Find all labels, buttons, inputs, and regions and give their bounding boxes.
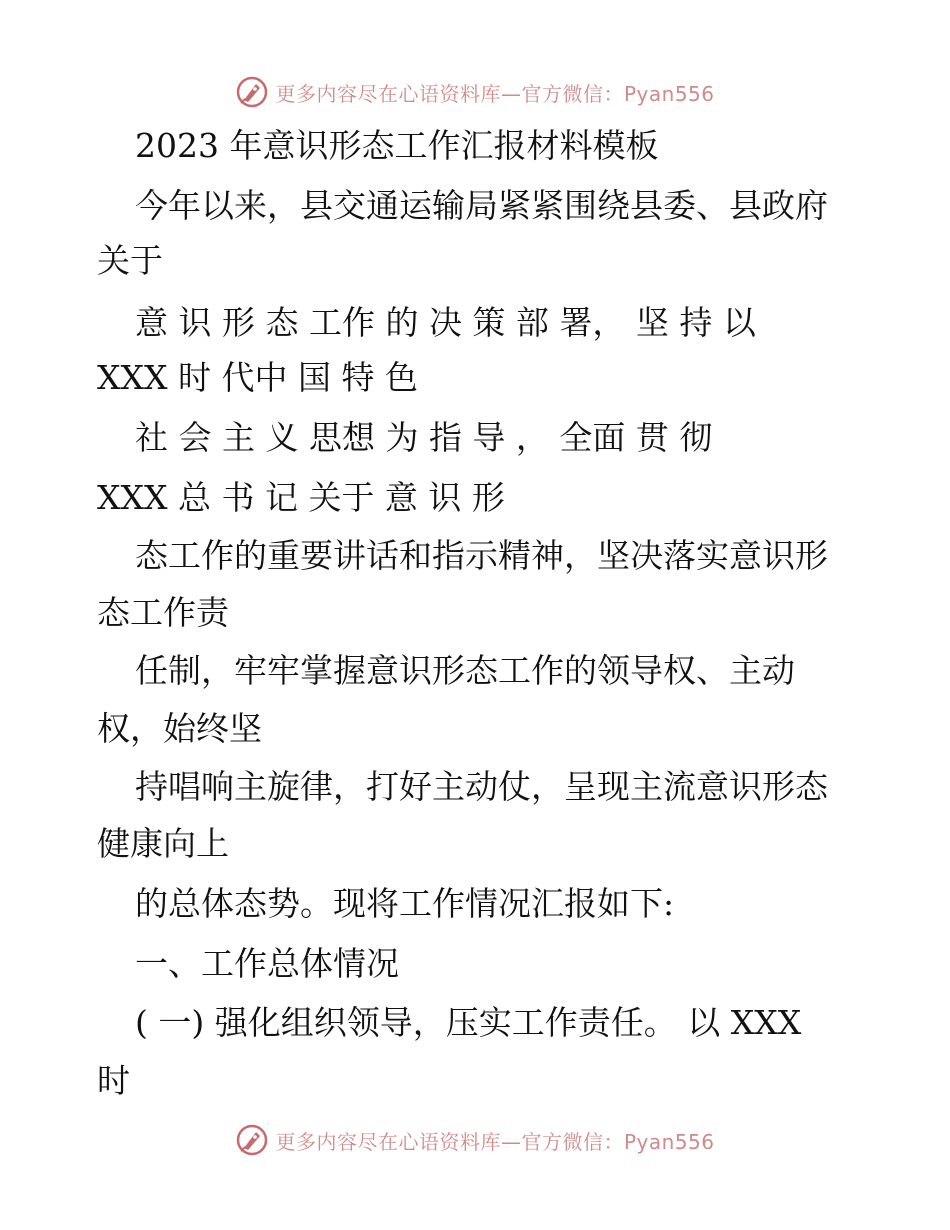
paragraph-line: 持唱响主旋律，打好主动仗，呈现主流意识形态 xyxy=(135,767,828,806)
paragraph-line: 健康向上 xyxy=(97,824,229,863)
paragraph-line: 态工作的重要讲话和指示精神，坚决落实意识形 xyxy=(135,536,828,575)
banner-account: Pyan556 xyxy=(623,1129,715,1154)
paragraph-line: 今年以来，县交通运输局紧紧围绕县委、县政府 xyxy=(135,186,828,225)
paragraph-line: 社 会 主 义 思想 为 指 导 ， 全面 贯 彻 xyxy=(135,418,713,457)
paragraph-line: XXX 总 书 记 关于 意 识 形 xyxy=(97,478,505,517)
footer-banner xyxy=(0,1118,950,1162)
subsection-heading: ( 一) 强化组织领导，压实工作责任。 以 XXX xyxy=(135,1003,802,1042)
paragraph-line: 态工作责 xyxy=(97,593,229,632)
banner-account: Pyan556 xyxy=(623,81,715,106)
pen-nib-seal-icon xyxy=(235,1123,269,1157)
paragraph-line: XXX 时 代中 国 特 色 xyxy=(97,358,418,397)
section-heading: 一、工作总体情况 xyxy=(135,944,399,983)
banner-label: 更多内容尽在心语资料库—官方微信： xyxy=(275,81,624,106)
paragraph-line: 时 xyxy=(97,1061,130,1100)
doc-title: 2023 年意识形态工作汇报材料模板 xyxy=(135,126,659,165)
paragraph-line: 意 识 形 态 工作 的 决 策 部 署， 坚 持 以 xyxy=(135,303,756,342)
header-banner xyxy=(0,70,950,114)
pen-nib-seal-icon xyxy=(235,75,269,109)
paragraph-line: 权，始终坚 xyxy=(97,709,262,748)
banner-text xyxy=(275,1126,714,1155)
paragraph-line: 关于 xyxy=(97,241,163,280)
banner-label: 更多内容尽在心语资料库—官方微信： xyxy=(275,1129,624,1154)
banner-text xyxy=(275,78,714,107)
paragraph-line: 任制，牢牢掌握意识形态工作的领导权、主动 xyxy=(135,651,795,690)
paragraph-line: 的总体态势。现将工作情况汇报如下: xyxy=(135,884,675,923)
